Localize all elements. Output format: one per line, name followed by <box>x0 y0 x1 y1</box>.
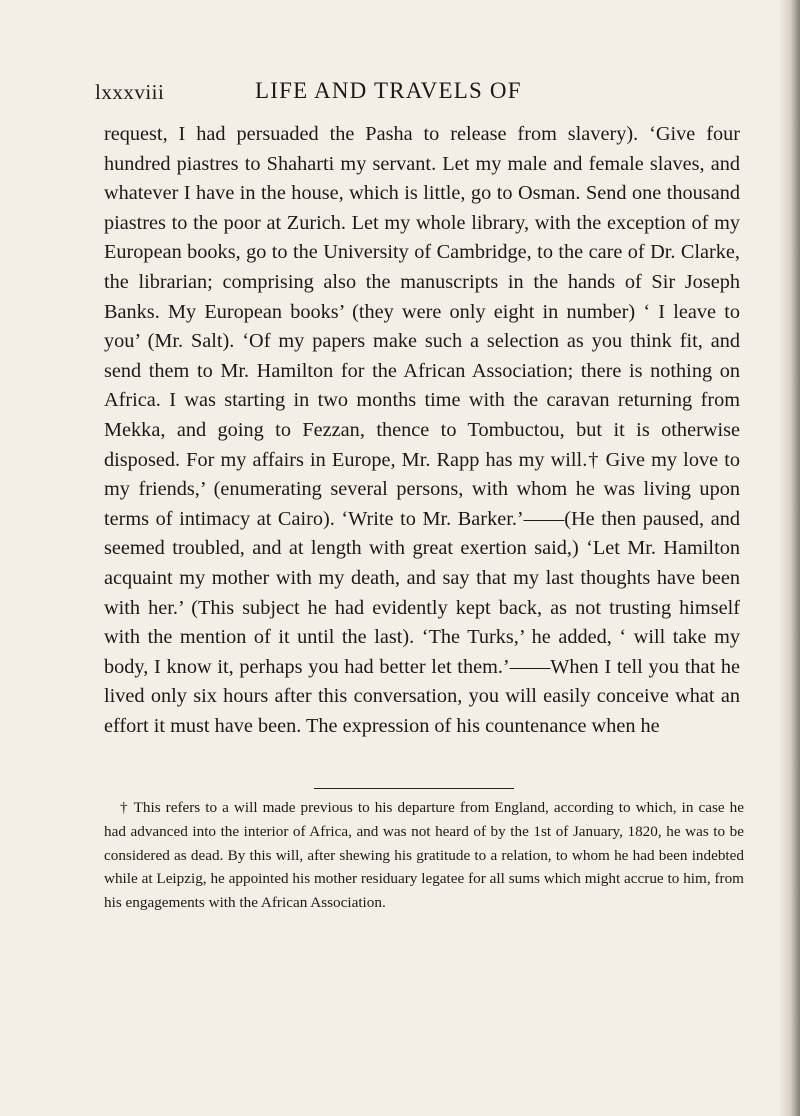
body-paragraph: request, I had persuaded the Pasha to release from slavery). ‘Give four hundred piastres to Shaharti my servant. Let my male and female slaves, and whatever I have in the house, which is little, go to Osman. Send one thousand piastres to the poor at Zurich. Let my whole library, with the exception of my European books, go to the University of Cambridge, to the care of Dr. Clarke, the librarian; comprising also the manuscripts in the hands of Sir Joseph Banks. My European books’ (they were only eight in number) ‘ I leave to you’ (Mr. Salt). ‘Of my papers make such a selection as you think fit, and send them to Mr. Hamilton for the African Association; there is nothing on Africa. I was starting in two months time with the caravan returning from Mekka, and going to Fezzan, thence to Tombuctou, but it is otherwise disposed. For my affairs in Europe, Mr. Rapp has my will.† Give my love to my friends,’ (enumerating several persons, with whom he was living upon terms of intimacy at Cairo). ‘Write to Mr. Barker.’——(He then paused, and seemed troubled, and at length with great exertion said,) ‘Let Mr. Hamilton acquaint my mother with my death, and say that my last thoughts have been with her.’ (This subject he had evidently kept back, as not trusting himself with the mention of it until the last). ‘The Turks,’ he added, ‘ will take my body, I know it, perhaps you had better let them.’——When I tell you that he lived only six hours after this conversation, you will easily conceive what an effort it must have been. The expression of his countenance when he <box>104 123 740 737</box>
footnote-text: † This refers to a will made previous to his departure from England, according to which, in case he had advanced into the interior of Africa, and was not heard of by the 1st of January, 1820, he was to be considered as dead. By this will, after shewing his gratitude to a relation, to whom he had been indebted while at Leipzig, he appointed his mother residuary legatee for all sums which might accrue to him, from his engagements with the African Association. <box>104 799 744 912</box>
footnote-block <box>104 796 744 915</box>
page-header <box>95 78 725 110</box>
page-number: lxxxviii <box>95 80 165 104</box>
body-text-block <box>104 120 740 741</box>
footnote-rule <box>314 788 514 789</box>
page-edge-shadow <box>778 0 800 1116</box>
running-head: LIFE AND TRAVELS OF <box>255 78 522 103</box>
